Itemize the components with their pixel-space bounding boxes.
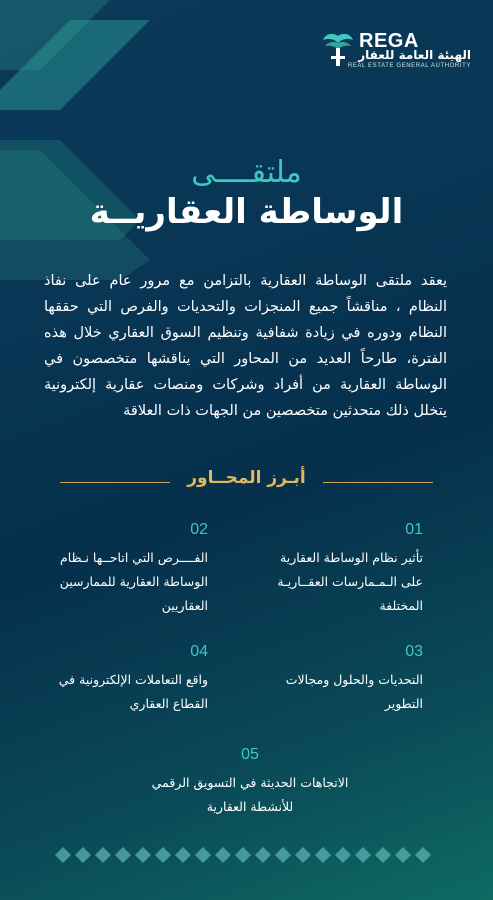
topic-item [150, 745, 350, 819]
intro-paragraph: يعقد ملتقى الوساطة العقارية بالتزامن مع مرور عام على نفاذ النظام ، مناقشاً جميع المنجزات والتحديات والفرص التي حققها النظام ودوره في زيادة شفافية وتنظيم السوق العقاري خلال هذه الفترة، طارحاً العديد من المحاور التي يناقشها متخصصون في الوساطة العقارية من أفراد وشركات ومنصات عقارية إلكترونية يتخلل ذلك متحدثين متخصصين من الجهات ذات العلاقة [44, 273, 447, 419]
topic-number: 02 [190, 521, 208, 538]
topic-text: التحديات والحلول ومجالات التطوير [285, 672, 423, 711]
topic-number: 04 [190, 643, 208, 660]
topic-number: 05 [241, 746, 259, 763]
topic-text: تأثير نظام الوساطة العقارية على الـمـمارسات العقــاريـة المختلفة [277, 550, 423, 613]
logo-arabic-name: الهيئة العامة للعقار [358, 48, 471, 62]
logo-wordmark: REGA [359, 30, 419, 52]
decorative-pattern-strip [55, 845, 440, 865]
title-line-1: ملتقــــى [191, 155, 302, 190]
topic-text: الاتجاهات الحديثة في التسويق الرقمي للأنشطة العقارية [151, 775, 349, 814]
topic-number: 01 [405, 521, 423, 538]
section-divider-right [323, 482, 433, 483]
topic-number: 03 [405, 643, 423, 660]
topic-text: الفــــرص التي اتاحــها نـظام الوساطة العقارية للممارسين العقاريين [59, 550, 208, 613]
topic-item [263, 520, 423, 618]
topic-item [263, 642, 423, 716]
topic-item [48, 520, 208, 618]
topic-item [48, 642, 208, 716]
rega-logo [321, 30, 471, 74]
decorative-chevron-shapes [0, 0, 300, 280]
title-line-2: الوساطة العقاريــة [89, 192, 404, 232]
topic-text: واقع التعاملات الإلكترونية في القطاع العقاري [58, 672, 208, 711]
section-header [60, 468, 433, 492]
section-title: أبـرز المحــاور [187, 468, 306, 488]
logo-english-name: REAL ESTATE GENERAL AUTHORITY [347, 63, 471, 69]
